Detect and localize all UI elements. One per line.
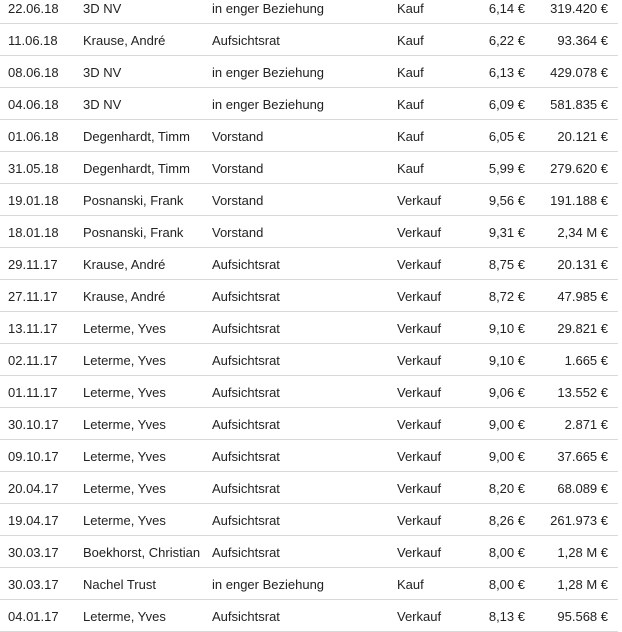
type-cell: Verkauf [397, 289, 442, 304]
volume-cell: 581.835 € [550, 97, 608, 112]
type-cell: Verkauf [397, 385, 442, 400]
type-cell: Kauf [397, 129, 424, 144]
table-row [0, 408, 618, 440]
date-cell: 20.04.17 [8, 481, 59, 496]
role-cell: Aufsichtsrat [212, 33, 280, 48]
role-cell: in enger Beziehung [212, 65, 325, 80]
price-cell: 9,56 € [488, 193, 525, 208]
volume-cell: 1.665 € [564, 353, 608, 368]
date-cell: 02.11.17 [8, 353, 58, 368]
date-cell: 09.10.17 [8, 449, 59, 464]
role-cell: Aufsichtsrat [212, 353, 280, 368]
table-row [0, 248, 618, 280]
price-cell: 6,09 € [488, 97, 525, 112]
type-cell: Verkauf [397, 193, 442, 208]
type-cell: Verkauf [397, 225, 442, 240]
volume-cell: 20.131 € [557, 257, 608, 272]
table-row [0, 504, 618, 536]
name-cell: Leterme, Yves [83, 449, 166, 464]
role-cell: Aufsichtsrat [212, 513, 280, 528]
volume-cell: 279.620 € [550, 161, 608, 176]
volume-cell: 29.821 € [557, 321, 608, 336]
role-cell: Aufsichtsrat [212, 449, 280, 464]
name-cell: Leterme, Yves [83, 481, 166, 496]
date-cell: 04.01.17 [8, 609, 59, 624]
name-cell: Posnanski, Frank [83, 225, 184, 240]
role-cell: in enger Beziehung [212, 577, 325, 592]
type-cell: Verkauf [397, 545, 442, 560]
volume-cell: 1,28 M € [557, 577, 608, 592]
price-cell: 8,75 € [488, 257, 525, 272]
table-row [0, 472, 618, 504]
date-cell: 29.11.17 [8, 257, 58, 272]
date-cell: 19.01.18 [8, 193, 59, 208]
type-cell: Verkauf [397, 257, 442, 272]
date-cell: 19.04.17 [8, 513, 59, 528]
name-cell: Degenhardt, Timm [83, 161, 190, 176]
name-cell: 3D NV [83, 65, 122, 80]
date-cell: 11.06.18 [8, 33, 58, 48]
date-cell: 22.06.18 [8, 1, 59, 16]
volume-cell: 68.089 € [557, 481, 608, 496]
role-cell: Aufsichtsrat [212, 481, 280, 496]
name-cell: 3D NV [83, 1, 122, 16]
volume-cell: 1,28 M € [557, 545, 608, 560]
price-cell: 9,31 € [488, 225, 525, 240]
type-cell: Kauf [397, 161, 424, 176]
volume-cell: 13.552 € [557, 385, 608, 400]
price-cell: 9,00 € [488, 417, 525, 432]
name-cell: Krause, André [83, 33, 166, 48]
role-cell: Aufsichtsrat [212, 609, 280, 624]
name-cell: Krause, André [83, 289, 166, 304]
volume-cell: 2.871 € [564, 417, 608, 432]
volume-cell: 261.973 € [550, 513, 608, 528]
date-cell: 30.10.17 [8, 417, 59, 432]
price-cell: 6,14 € [488, 1, 525, 16]
date-cell: 30.03.17 [8, 577, 59, 592]
price-cell: 9,10 € [488, 353, 525, 368]
table-row [0, 24, 618, 56]
role-cell: Vorstand [212, 129, 264, 144]
table-row [0, 536, 618, 568]
type-cell: Verkauf [397, 449, 442, 464]
type-cell: Verkauf [397, 321, 442, 336]
table-row [0, 120, 618, 152]
role-cell: Aufsichtsrat [212, 257, 280, 272]
table-row [0, 184, 618, 216]
table-row [0, 216, 618, 248]
role-cell: Vorstand [212, 193, 264, 208]
date-cell: 13.11.17 [8, 321, 58, 336]
role-cell: Aufsichtsrat [212, 545, 280, 560]
name-cell: Leterme, Yves [83, 321, 166, 336]
price-cell: 8,13 € [488, 609, 525, 624]
date-cell: 30.03.17 [8, 545, 59, 560]
volume-cell: 429.078 € [550, 65, 608, 80]
name-cell: Leterme, Yves [83, 513, 166, 528]
volume-cell: 47.985 € [557, 289, 608, 304]
price-cell: 9,10 € [488, 321, 525, 336]
volume-cell: 20.121 € [557, 129, 608, 144]
table-row [0, 440, 618, 472]
price-cell: 9,00 € [488, 449, 525, 464]
price-cell: 6,13 € [488, 65, 525, 80]
name-cell: Leterme, Yves [83, 417, 166, 432]
type-cell: Kauf [397, 1, 424, 16]
volume-cell: 95.568 € [557, 609, 608, 624]
price-cell: 8,20 € [488, 481, 525, 496]
role-cell: Vorstand [212, 225, 264, 240]
type-cell: Kauf [397, 65, 424, 80]
table-row [0, 344, 618, 376]
price-cell: 9,06 € [488, 385, 525, 400]
table-row [0, 376, 618, 408]
type-cell: Verkauf [397, 481, 442, 496]
date-cell: 01.06.18 [8, 129, 59, 144]
table-row [0, 56, 618, 88]
price-cell: 5,99 € [488, 161, 525, 176]
price-cell: 8,26 € [488, 513, 525, 528]
name-cell: Krause, André [83, 257, 166, 272]
role-cell: in enger Beziehung [212, 1, 325, 16]
price-cell: 8,00 € [488, 545, 525, 560]
date-cell: 31.05.18 [8, 161, 59, 176]
type-cell: Verkauf [397, 417, 442, 432]
volume-cell: 191.188 € [550, 193, 608, 208]
table-row [0, 568, 618, 600]
volume-cell: 93.364 € [557, 33, 608, 48]
name-cell: Nachel Trust [83, 577, 156, 592]
volume-cell: 319.420 € [550, 1, 608, 16]
volume-cell: 2,34 M € [557, 225, 608, 240]
name-cell: Degenhardt, Timm [83, 129, 190, 144]
name-cell: Leterme, Yves [83, 385, 166, 400]
volume-cell: 37.665 € [557, 449, 608, 464]
role-cell: Aufsichtsrat [212, 417, 280, 432]
price-cell: 8,00 € [488, 577, 525, 592]
table-row [0, 152, 618, 184]
date-cell: 04.06.18 [8, 97, 59, 112]
type-cell: Kauf [397, 97, 424, 112]
date-cell: 27.11.17 [8, 289, 58, 304]
price-cell: 6,22 € [488, 33, 525, 48]
type-cell: Verkauf [397, 353, 442, 368]
name-cell: Leterme, Yves [83, 609, 166, 624]
table-row [0, 600, 618, 632]
date-cell: 08.06.18 [8, 65, 59, 80]
role-cell: Aufsichtsrat [212, 385, 280, 400]
table-row [0, 88, 618, 120]
type-cell: Kauf [397, 577, 424, 592]
name-cell: Posnanski, Frank [83, 193, 184, 208]
date-cell: 18.01.18 [8, 225, 59, 240]
type-cell: Kauf [397, 33, 424, 48]
table-row [0, 280, 618, 312]
table-row [0, 312, 618, 344]
price-cell: 8,72 € [488, 289, 525, 304]
role-cell: Vorstand [212, 161, 264, 176]
price-cell: 6,05 € [488, 129, 525, 144]
role-cell: Aufsichtsrat [212, 289, 280, 304]
name-cell: Leterme, Yves [83, 353, 166, 368]
role-cell: in enger Beziehung [212, 97, 325, 112]
table-row [0, 0, 618, 24]
date-cell: 01.11.17 [8, 385, 58, 400]
name-cell: 3D NV [83, 97, 122, 112]
type-cell: Verkauf [397, 609, 442, 624]
role-cell: Aufsichtsrat [212, 321, 280, 336]
type-cell: Verkauf [397, 513, 442, 528]
name-cell: Boekhorst, Christian [83, 545, 201, 560]
